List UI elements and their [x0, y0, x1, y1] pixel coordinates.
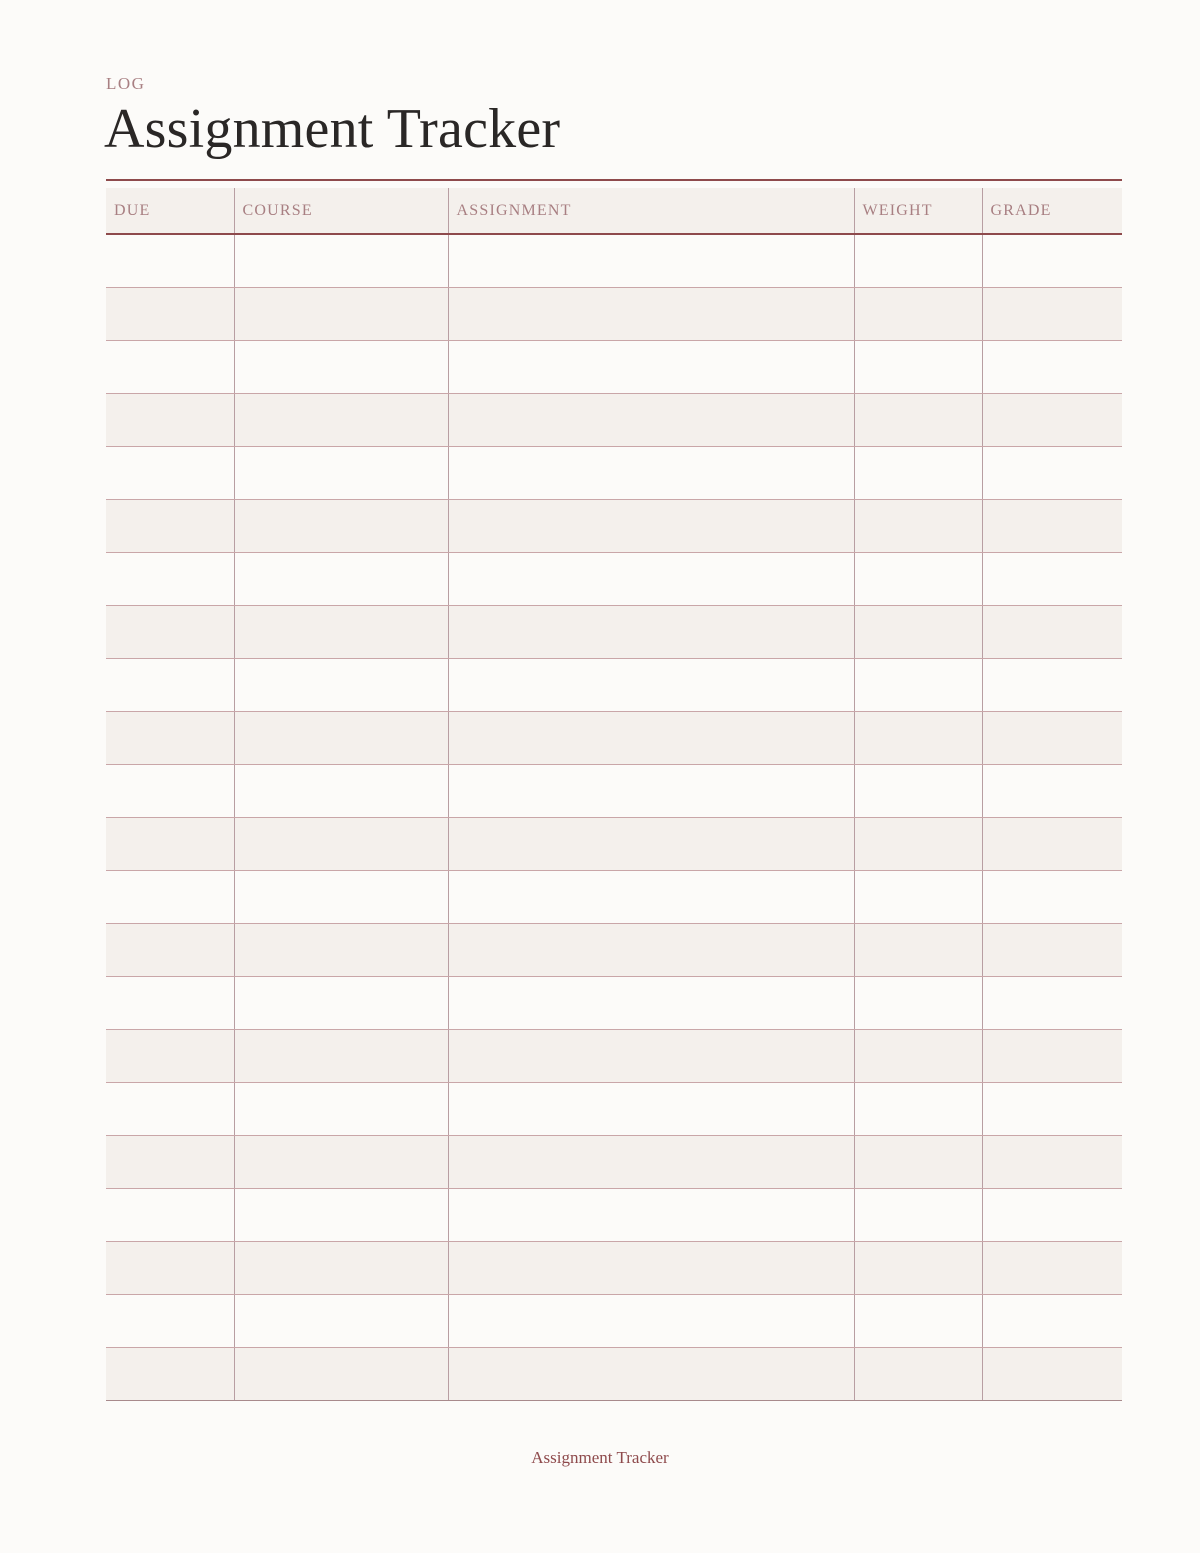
cell-grade[interactable]: [982, 923, 1122, 976]
cell-assignment[interactable]: [448, 870, 854, 923]
column-header-course: COURSE: [234, 188, 448, 234]
cell-assignment[interactable]: [448, 976, 854, 1029]
cell-weight[interactable]: [854, 658, 982, 711]
table-row: [106, 711, 1122, 764]
cell-course[interactable]: [234, 711, 448, 764]
cell-course[interactable]: [234, 764, 448, 817]
cell-grade[interactable]: [982, 870, 1122, 923]
cell-grade[interactable]: [982, 340, 1122, 393]
table-row: [106, 1082, 1122, 1135]
table-row: [106, 234, 1122, 287]
cell-grade[interactable]: [982, 234, 1122, 287]
cell-course[interactable]: [234, 1082, 448, 1135]
cell-weight[interactable]: [854, 711, 982, 764]
cell-course[interactable]: [234, 817, 448, 870]
cell-grade[interactable]: [982, 1241, 1122, 1294]
cell-weight[interactable]: [854, 1082, 982, 1135]
cell-weight[interactable]: [854, 1188, 982, 1241]
cell-weight[interactable]: [854, 1029, 982, 1082]
table-row: [106, 1029, 1122, 1082]
cell-course[interactable]: [234, 976, 448, 1029]
page-title: Assignment Tracker: [104, 98, 561, 160]
cell-assignment[interactable]: [448, 1347, 854, 1400]
cell-weight[interactable]: [854, 234, 982, 287]
cell-due[interactable]: [106, 1082, 234, 1135]
cell-grade[interactable]: [982, 1294, 1122, 1347]
cell-course[interactable]: [234, 287, 448, 340]
cell-due[interactable]: [106, 1241, 234, 1294]
cell-course[interactable]: [234, 499, 448, 552]
cell-grade[interactable]: [982, 658, 1122, 711]
cell-weight[interactable]: [854, 1347, 982, 1400]
table-row: [106, 446, 1122, 499]
cell-due[interactable]: [106, 870, 234, 923]
cell-due[interactable]: [106, 764, 234, 817]
table-row: [106, 605, 1122, 658]
cell-assignment[interactable]: [448, 711, 854, 764]
table-row: [106, 923, 1122, 976]
table-row: [106, 287, 1122, 340]
cell-due[interactable]: [106, 393, 234, 446]
cell-assignment[interactable]: [448, 1029, 854, 1082]
cell-course[interactable]: [234, 1294, 448, 1347]
cell-due[interactable]: [106, 817, 234, 870]
cell-assignment[interactable]: [448, 499, 854, 552]
cell-grade[interactable]: [982, 1029, 1122, 1082]
cell-due[interactable]: [106, 711, 234, 764]
cell-grade[interactable]: [982, 446, 1122, 499]
cell-course[interactable]: [234, 605, 448, 658]
cell-weight[interactable]: [854, 446, 982, 499]
cell-due[interactable]: [106, 923, 234, 976]
cell-assignment[interactable]: [448, 1135, 854, 1188]
cell-course[interactable]: [234, 1029, 448, 1082]
column-header-grade: GRADE: [982, 188, 1122, 234]
cell-due[interactable]: [106, 605, 234, 658]
cell-weight[interactable]: [854, 817, 982, 870]
page-eyebrow: LOG: [106, 74, 146, 93]
column-header-weight: WEIGHT: [854, 188, 982, 234]
column-header-assignment: ASSIGNMENT: [448, 188, 854, 234]
cell-course[interactable]: [234, 340, 448, 393]
cell-due[interactable]: [106, 552, 234, 605]
cell-course[interactable]: [234, 1188, 448, 1241]
cell-assignment[interactable]: [448, 605, 854, 658]
cell-assignment[interactable]: [448, 1294, 854, 1347]
cell-grade[interactable]: [982, 764, 1122, 817]
cell-due[interactable]: [106, 1135, 234, 1188]
cell-due[interactable]: [106, 287, 234, 340]
table-row: [106, 817, 1122, 870]
table-header: [106, 188, 1122, 234]
cell-weight[interactable]: [854, 393, 982, 446]
cell-assignment[interactable]: [448, 287, 854, 340]
cell-course[interactable]: [234, 658, 448, 711]
cell-course[interactable]: [234, 923, 448, 976]
cell-grade[interactable]: [982, 287, 1122, 340]
cell-assignment[interactable]: [448, 393, 854, 446]
title-divider: [106, 179, 1122, 181]
table-row: [106, 1294, 1122, 1347]
table-row: [106, 393, 1122, 446]
cell-due[interactable]: [106, 976, 234, 1029]
cell-weight[interactable]: [854, 499, 982, 552]
cell-weight[interactable]: [854, 1241, 982, 1294]
table-row: [106, 1135, 1122, 1188]
cell-grade[interactable]: [982, 1188, 1122, 1241]
cell-due[interactable]: [106, 1029, 234, 1082]
table-row: [106, 1241, 1122, 1294]
cell-grade[interactable]: [982, 817, 1122, 870]
table-row: [106, 552, 1122, 605]
table-row: [106, 976, 1122, 1029]
cell-course[interactable]: [234, 234, 448, 287]
header-row: [106, 188, 1122, 234]
table-row: [106, 870, 1122, 923]
cell-assignment[interactable]: [448, 446, 854, 499]
cell-course[interactable]: [234, 1241, 448, 1294]
cell-grade[interactable]: [982, 552, 1122, 605]
cell-weight[interactable]: [854, 340, 982, 393]
cell-weight[interactable]: [854, 923, 982, 976]
cell-due[interactable]: [106, 1188, 234, 1241]
cell-course[interactable]: [234, 552, 448, 605]
cell-grade[interactable]: [982, 976, 1122, 1029]
cell-due[interactable]: [106, 1347, 234, 1400]
cell-due[interactable]: [106, 658, 234, 711]
cell-weight[interactable]: [854, 870, 982, 923]
cell-due[interactable]: [106, 446, 234, 499]
cell-assignment[interactable]: [448, 340, 854, 393]
table-row: [106, 1347, 1122, 1400]
cell-assignment[interactable]: [448, 1082, 854, 1135]
cell-weight[interactable]: [854, 1294, 982, 1347]
cell-due[interactable]: [106, 1294, 234, 1347]
cell-due[interactable]: [106, 499, 234, 552]
cell-assignment[interactable]: [448, 552, 854, 605]
cell-weight[interactable]: [854, 976, 982, 1029]
page-footer: Assignment Tracker: [531, 1448, 669, 1467]
cell-course[interactable]: [234, 393, 448, 446]
cell-grade[interactable]: [982, 499, 1122, 552]
table-row: [106, 1188, 1122, 1241]
cell-grade[interactable]: [982, 1135, 1122, 1188]
table-row: [106, 340, 1122, 393]
cell-course[interactable]: [234, 446, 448, 499]
cell-assignment[interactable]: [448, 1241, 854, 1294]
cell-course[interactable]: [234, 870, 448, 923]
cell-assignment[interactable]: [448, 234, 854, 287]
cell-due[interactable]: [106, 234, 234, 287]
cell-grade[interactable]: [982, 393, 1122, 446]
cell-due[interactable]: [106, 340, 234, 393]
cell-weight[interactable]: [854, 552, 982, 605]
cell-weight[interactable]: [854, 764, 982, 817]
table-body: [106, 234, 1122, 1400]
cell-grade[interactable]: [982, 711, 1122, 764]
cell-assignment[interactable]: [448, 817, 854, 870]
cell-course[interactable]: [234, 1135, 448, 1188]
cell-grade[interactable]: [982, 1347, 1122, 1400]
cell-grade[interactable]: [982, 1082, 1122, 1135]
cell-assignment[interactable]: [448, 1188, 854, 1241]
cell-assignment[interactable]: [448, 923, 854, 976]
column-header-due: DUE: [106, 188, 234, 234]
cell-assignment[interactable]: [448, 658, 854, 711]
cell-weight[interactable]: [854, 287, 982, 340]
cell-weight[interactable]: [854, 605, 982, 658]
table-row: [106, 764, 1122, 817]
cell-assignment[interactable]: [448, 764, 854, 817]
table-row: [106, 658, 1122, 711]
table-row: [106, 499, 1122, 552]
assignment-table: [106, 188, 1122, 1401]
cell-course[interactable]: [234, 1347, 448, 1400]
cell-weight[interactable]: [854, 1135, 982, 1188]
cell-grade[interactable]: [982, 605, 1122, 658]
